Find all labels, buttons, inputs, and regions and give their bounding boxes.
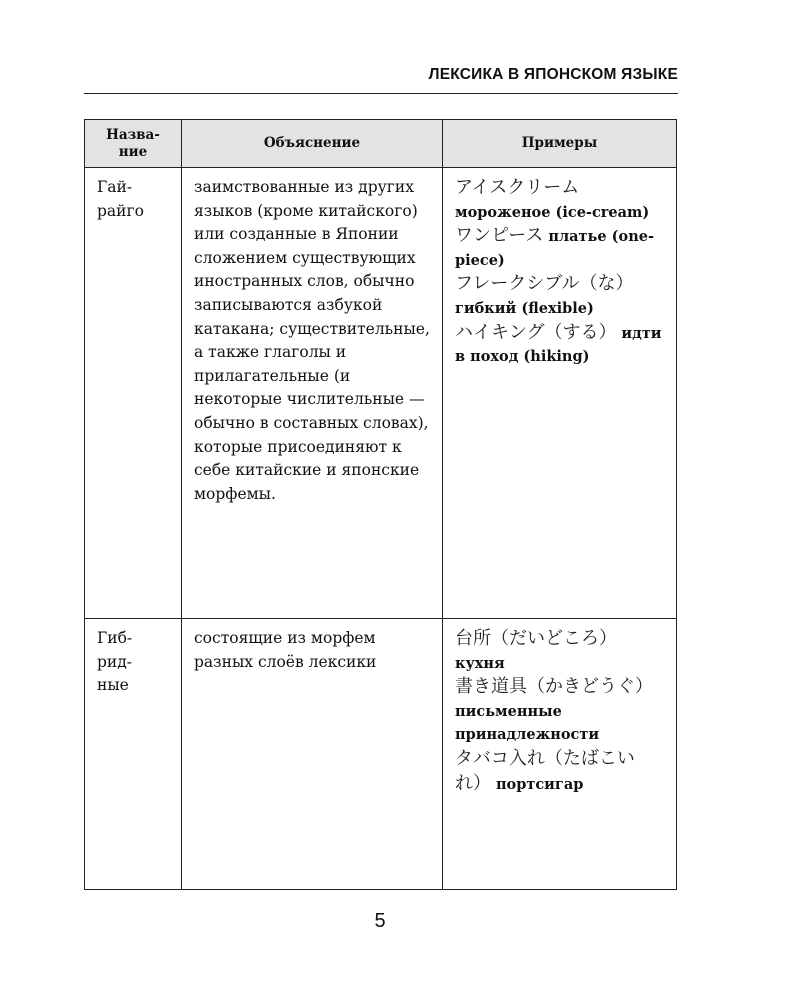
example-item [455, 675, 666, 747]
row-examples-gairaigo [443, 168, 677, 619]
example-japanese: ワンピース [455, 225, 544, 247]
running-head: ЛЕКСИКА В ЯПОНСКОМ ЯЗЫКЕ [428, 66, 678, 83]
example-translation: мороженое (ice-cream) [455, 203, 650, 221]
vocabulary-table [84, 119, 677, 890]
header-name: Назва- ние [85, 120, 182, 168]
example-japanese: 書き道具（かきどうぐ） [455, 676, 653, 698]
row-examples-hybrid [443, 619, 677, 890]
example-translation: портсигар [495, 775, 584, 793]
example-item [455, 627, 666, 675]
example-japanese: タバコ入れ（たばこいれ） [455, 747, 635, 794]
example-translation: гибкий (flexible) [455, 299, 594, 317]
example-translation: идти в поход (hiking) [455, 324, 662, 366]
row-explanation-gairaigo: заимствованные из других языков (кроме китайского) или созданные в Японии сложением существующих иностранных слов, обычно записываются азбукой катакана; существительные, а также глаголы и прилагательные (и некоторые числительные — обычно в составных словах), которые присоединяют к себе китайские и японские морфемы. [182, 168, 443, 619]
page-number: 5 [374, 910, 386, 932]
example-translation: кухня [455, 654, 505, 672]
example-japanese: アイスクリーム [455, 177, 580, 198]
table-row [85, 619, 677, 890]
example-translation: письменные принадлежности [455, 702, 600, 744]
example-item [455, 176, 666, 224]
row-explanation-hybrid: состоящие из морфем разных слоёв лексики [182, 619, 443, 890]
example-japanese: フレークシブル（な） [455, 273, 634, 295]
row-name-gairaigo: Гай- райго [85, 168, 182, 619]
example-item [455, 224, 666, 272]
example-item [455, 272, 666, 320]
header-rule [84, 93, 678, 94]
table-row [85, 168, 677, 619]
example-japanese: 台所（だいどころ） [455, 628, 617, 649]
example-item [455, 321, 666, 369]
example-item [455, 747, 666, 796]
row-name-hybrid: Гиб- рид- ные [85, 619, 182, 890]
example-japanese: ハイキング（する） [455, 321, 617, 343]
example-translation: платье (one-piece) [455, 228, 654, 269]
header-explanation: Объяснение [182, 120, 443, 168]
header-examples: Примеры [443, 120, 677, 168]
table-header-row [85, 120, 677, 168]
